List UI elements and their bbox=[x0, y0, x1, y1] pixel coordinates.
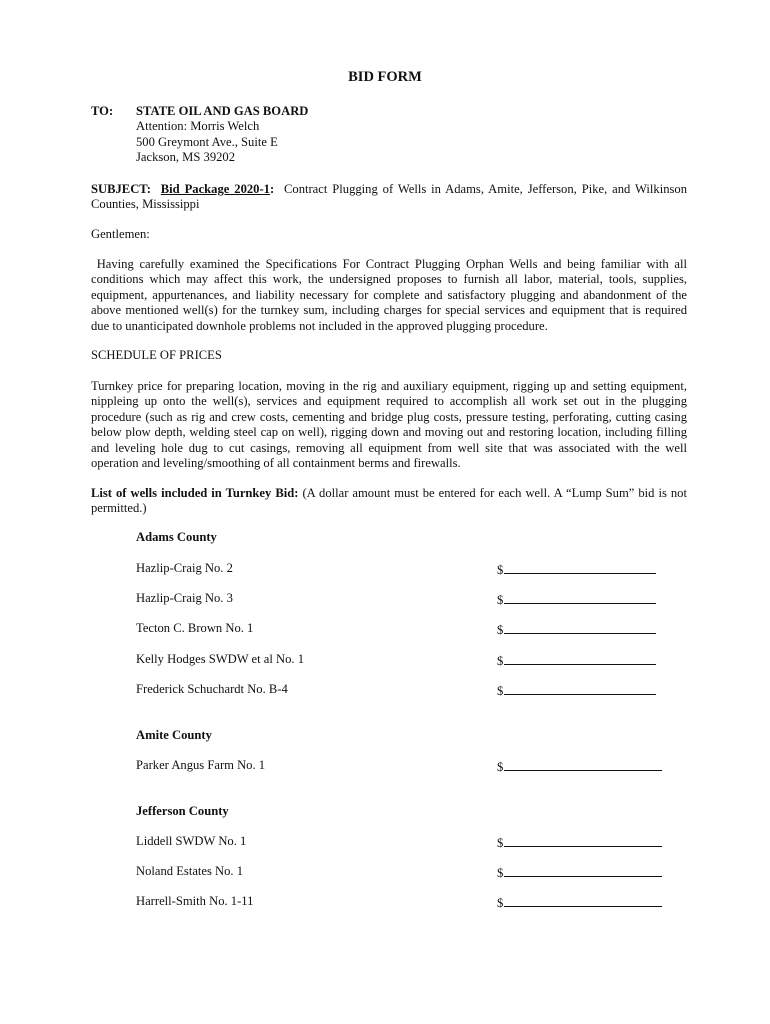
bid-amount-field[interactable] bbox=[497, 758, 662, 775]
dollar-sign: $ bbox=[497, 563, 504, 577]
bid-amount-field[interactable] bbox=[497, 834, 662, 851]
subject-label: SUBJECT: bbox=[91, 182, 151, 196]
amount-blank[interactable] bbox=[504, 758, 662, 771]
dollar-sign: $ bbox=[497, 654, 504, 668]
well-name: Frederick Schuchardt No. B-4 bbox=[136, 682, 288, 696]
subject-text: Contract Plugging of Wells in Adams, Amite, Jefferson, Pike, and Wilkinson Counties, Mississippi bbox=[91, 182, 687, 212]
recipient-city: Jackson, MS 39202 bbox=[136, 150, 236, 165]
well-name: Hazlip-Craig No. 3 bbox=[136, 591, 233, 605]
intro-paragraph-text: Having carefully examined the Specifications For Contract Plugging Orphan Wells and being familiar with all conditions which may affect this work, the undersigned proposes to furnish all labor, material, tools, supplies, equipment, appurtenances, and liability necessary for complete and satisfactory plugging and abandonment of the above mentioned well(s) for the turnkey sum, including charges for special services and equipment that is required due to unanticipated downhole problems not included in the approved plugging procedure. bbox=[91, 257, 687, 333]
wells-list-intro bbox=[91, 486, 687, 517]
bid-amount-field[interactable] bbox=[497, 621, 656, 638]
subject-line bbox=[91, 182, 687, 213]
well-name: Hazlip-Craig No. 2 bbox=[136, 561, 233, 575]
bid-amount-field[interactable] bbox=[497, 591, 656, 608]
dollar-sign: $ bbox=[497, 866, 504, 880]
subject-colon: : bbox=[269, 182, 275, 196]
schedule-heading: SCHEDULE OF PRICES bbox=[91, 348, 222, 362]
bid-amount-field[interactable] bbox=[497, 652, 656, 669]
dollar-sign: $ bbox=[497, 760, 504, 774]
well-name: Parker Angus Farm No. 1 bbox=[136, 758, 266, 772]
dollar-sign: $ bbox=[497, 623, 504, 637]
recipient-attention: Attention: Morris Welch bbox=[136, 119, 260, 134]
county-heading: Adams County bbox=[136, 530, 217, 544]
page-title: BID FORM bbox=[348, 69, 422, 85]
dollar-sign: $ bbox=[497, 684, 504, 698]
dollar-sign: $ bbox=[497, 836, 504, 850]
well-name: Harrell-Smith No. 1-11 bbox=[136, 894, 254, 908]
bid-amount-field[interactable] bbox=[497, 682, 656, 699]
bid-amount-field[interactable] bbox=[497, 561, 656, 578]
amount-blank[interactable] bbox=[504, 864, 662, 877]
well-name: Liddell SWDW No. 1 bbox=[136, 834, 247, 848]
recipient-address bbox=[136, 104, 308, 166]
bid-package-id: Bid Package 2020-1 bbox=[160, 182, 270, 196]
salutation: Gentlemen: bbox=[91, 227, 150, 241]
recipient-street: 500 Greymont Ave., Suite E bbox=[136, 134, 278, 149]
recipient-name: STATE OIL AND GAS BOARD bbox=[136, 104, 309, 118]
amount-blank[interactable] bbox=[504, 682, 656, 695]
intro-paragraph bbox=[91, 257, 687, 334]
dollar-sign: $ bbox=[497, 593, 504, 607]
amount-blank[interactable] bbox=[504, 591, 656, 604]
amount-blank[interactable] bbox=[504, 621, 656, 634]
amount-blank[interactable] bbox=[504, 652, 656, 665]
wells-list-note: (A dollar amount must be entered for each well. A “Lump Sum” bid is not permitted.) bbox=[91, 486, 687, 516]
well-name: Tecton C. Brown No. 1 bbox=[136, 621, 254, 635]
bid-amount-field[interactable] bbox=[497, 864, 662, 881]
well-name: Noland Estates No. 1 bbox=[136, 864, 244, 878]
to-label: TO: bbox=[91, 104, 114, 118]
wells-list-label: List of wells included in Turnkey Bid: bbox=[91, 486, 299, 500]
turnkey-paragraph: Turnkey price for preparing location, moving in the rig and auxiliary equipment, rigging up and setting equipment, nippleing up onto the well(s), services and equipment required to accomplish all work set out in the plugging procedure (such as rig and crew costs, cementing and bridge plug costs, pressure testing, perforating, cutting casing below plow depth, welding steel cap on well), rigging down and moving out and restoring location, including filling and leveling hole dug to cut casings, removing all equipment from well site that was associated with the well operation and leveling/smoothing of all containment berms and firewalls. bbox=[91, 379, 687, 471]
amount-blank[interactable] bbox=[504, 561, 656, 574]
bid-amount-field[interactable] bbox=[497, 894, 662, 911]
county-heading: Jefferson County bbox=[136, 804, 229, 818]
dollar-sign: $ bbox=[497, 896, 504, 910]
amount-blank[interactable] bbox=[504, 834, 662, 847]
county-heading: Amite County bbox=[136, 728, 212, 742]
amount-blank[interactable] bbox=[504, 894, 662, 907]
well-name: Kelly Hodges SWDW et al No. 1 bbox=[136, 652, 305, 666]
